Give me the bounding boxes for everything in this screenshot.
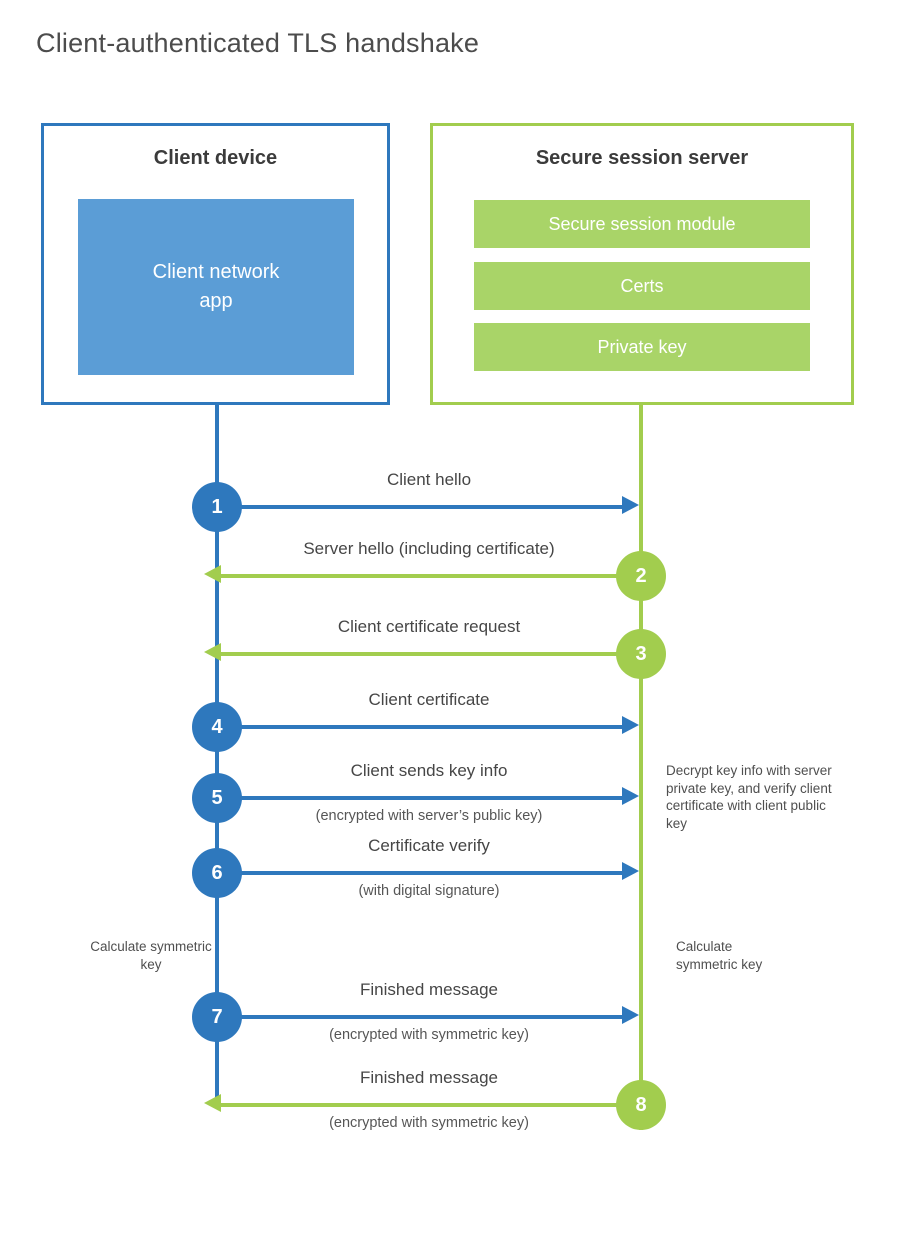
message-5-label: Client sends key info bbox=[350, 761, 508, 780]
step-4-circle: 4 bbox=[192, 702, 242, 752]
message-3-arrow-shaft bbox=[221, 652, 641, 656]
step-8-circle: 8 bbox=[616, 1080, 666, 1130]
message-5-arrow-head bbox=[622, 787, 639, 805]
message-1-arrow-shaft bbox=[217, 505, 623, 509]
message-7-label: Finished message bbox=[360, 980, 498, 999]
message-8-arrow-shaft bbox=[221, 1103, 641, 1107]
client-device-box bbox=[41, 123, 390, 405]
message-7-arrow-head bbox=[622, 1006, 639, 1024]
message-2-arrow-shaft bbox=[221, 574, 641, 578]
message-5-arrow-shaft bbox=[217, 796, 623, 800]
client-network-app-node bbox=[78, 199, 354, 375]
message-6-label: Certificate verify bbox=[368, 836, 490, 855]
message-1-arrow-head bbox=[622, 496, 639, 514]
message-3-label: Client certificate request bbox=[337, 617, 521, 636]
message-4-label: Client certificate bbox=[368, 690, 490, 709]
note-calculate-symmetric-key-client: Calculate symmetric key bbox=[90, 939, 212, 972]
diagram-title: Client-authenticated TLS handshake bbox=[36, 28, 480, 58]
server-title: Secure session server bbox=[535, 147, 749, 169]
message-6-arrow-head bbox=[622, 862, 639, 880]
message-7-sublabel: (encrypted with symmetric key) bbox=[329, 1027, 529, 1043]
step-7-circle: 7 bbox=[192, 992, 242, 1042]
note-decrypt-key-info: Decrypt key info with server private key, and verify client certificate with client public key bbox=[666, 763, 832, 831]
step-1-circle: 1 bbox=[192, 482, 242, 532]
message-4-arrow-shaft bbox=[217, 725, 623, 729]
message-8-sublabel: (encrypted with symmetric key) bbox=[329, 1115, 529, 1131]
message-6-arrow-shaft bbox=[217, 871, 623, 875]
message-5-sublabel: (encrypted with server’s public key) bbox=[315, 808, 543, 824]
message-8-arrow-head bbox=[204, 1094, 221, 1112]
step-3-circle: 3 bbox=[616, 629, 666, 679]
message-2-label: Server hello (including certificate) bbox=[303, 539, 555, 558]
message-7-arrow-shaft bbox=[217, 1015, 623, 1019]
step-5-circle: 5 bbox=[192, 773, 242, 823]
step-2-circle: 2 bbox=[616, 551, 666, 601]
message-3-arrow-head bbox=[204, 643, 221, 661]
client-network-app-label: Client network app bbox=[152, 261, 280, 312]
message-1-label: Client hello bbox=[386, 470, 472, 489]
module-bar-secure-session-module: Secure session module bbox=[474, 200, 810, 248]
server-lifeline bbox=[639, 405, 643, 1130]
message-8-label: Finished message bbox=[360, 1068, 498, 1087]
note-calculate-symmetric-key-server: Calculate symmetric key bbox=[676, 939, 763, 972]
secure-session-server-box bbox=[430, 123, 854, 405]
step-6-circle: 6 bbox=[192, 848, 242, 898]
module-bar-certs: Certs bbox=[474, 262, 810, 310]
message-6-sublabel: (with digital signature) bbox=[358, 883, 500, 899]
module-bar-private-key: Private key bbox=[474, 323, 810, 371]
client-device-title: Client device bbox=[153, 147, 278, 169]
message-2-arrow-head bbox=[204, 565, 221, 583]
message-4-arrow-head bbox=[622, 716, 639, 734]
